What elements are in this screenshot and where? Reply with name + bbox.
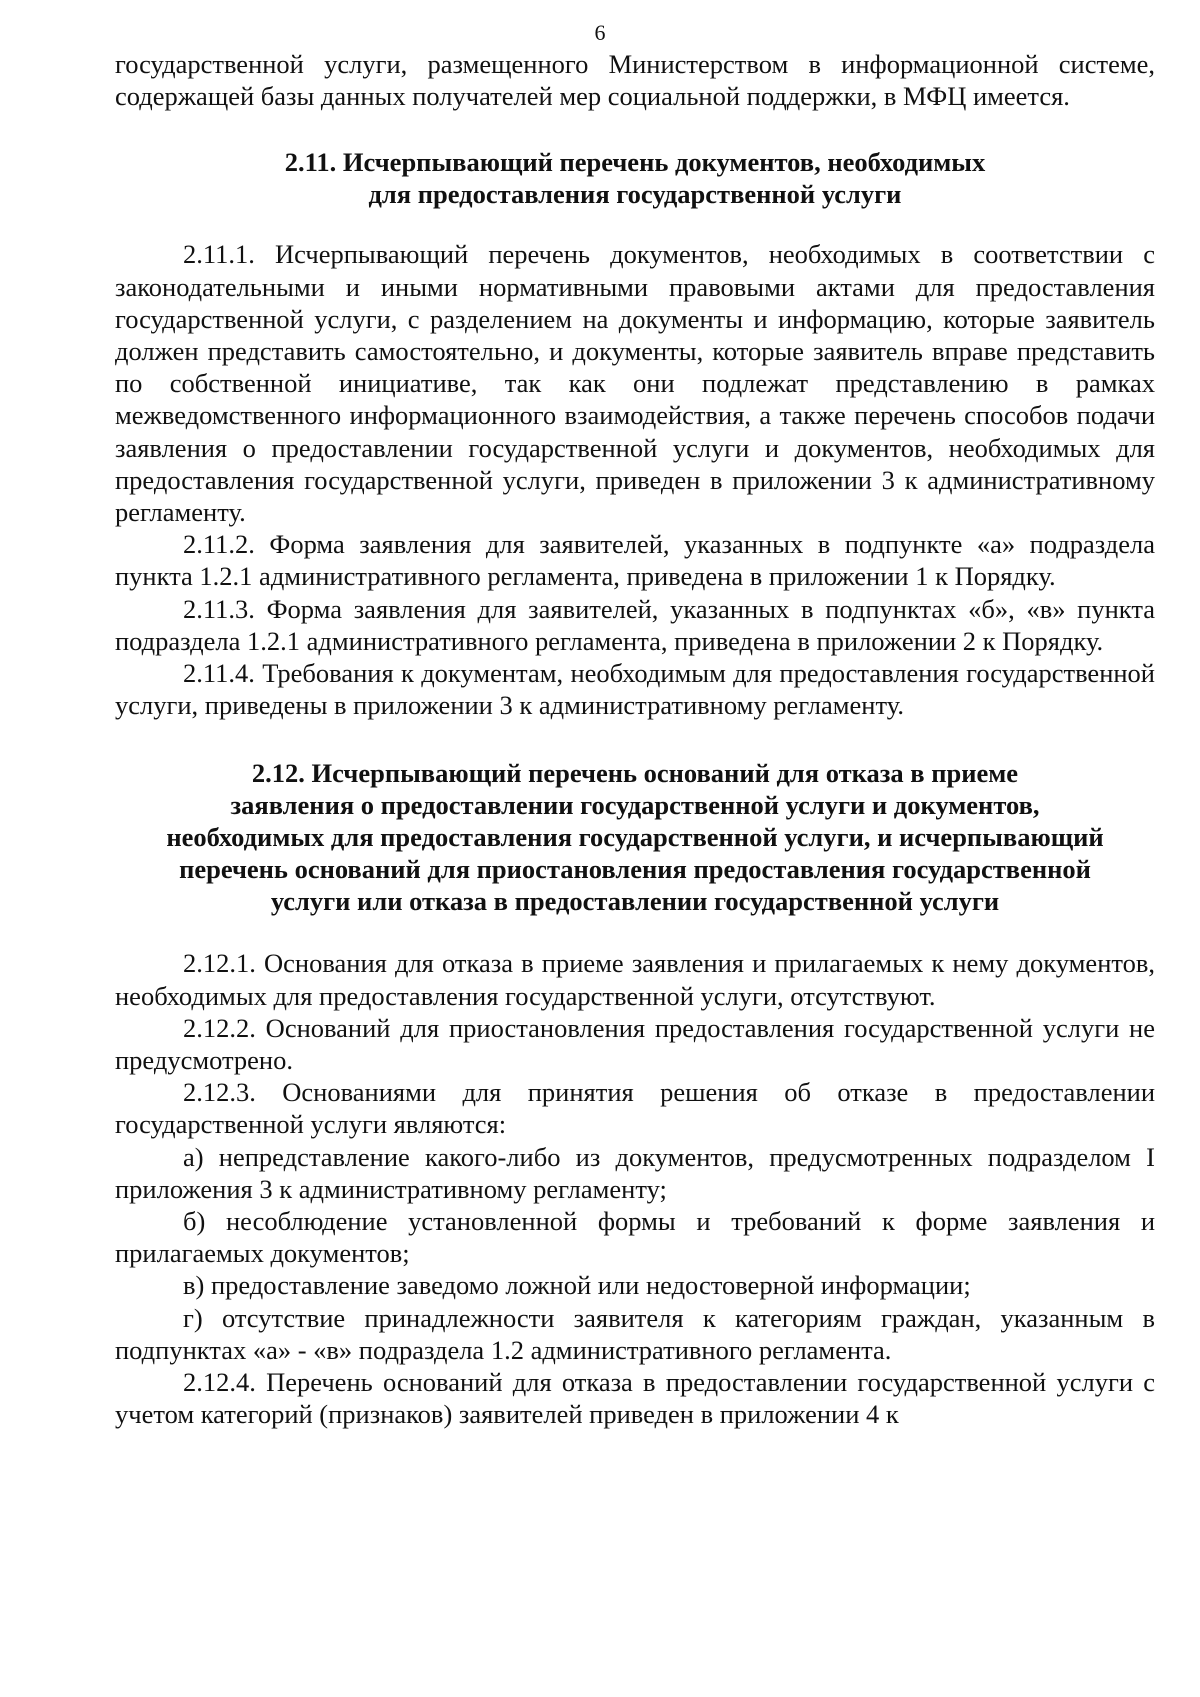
paragraph-2-12-2: 2.12.2. Оснований для приостановления предоставления государственной услуги не предусмотрено. — [115, 1012, 1155, 1076]
section-title-line: необходимых для предоставления государственной услуги, и исчерпывающий — [166, 822, 1104, 853]
list-item-v: в) предоставление заведомо ложной или недостоверной информации; — [183, 1270, 971, 1301]
section-title-line: заявления о предоставлении государственной услуги и документов, — [230, 790, 1040, 821]
list-item-a: а) непредставление какого-либо из документов, предусмотренных подразделом I приложения 3 к административному регламенту; — [115, 1141, 1155, 1204]
paragraph-2-12-4: 2.12.4. Перечень оснований для отказа в предоставлении государственной услуги с учетом категорий (признаков) заявителей приведен в приложении 4 к — [115, 1367, 1155, 1430]
paragraph-2-11-3: 2.11.3. Форма заявления для заявителей, указанных в подпунктах «б», «в» пункта подраздела 1.2.1 административного регламента, приведена в приложении 2 к Порядку. — [115, 593, 1155, 656]
paragraph-2-11-2: 2.11.2. Форма заявления для заявителей, указанных в подпункте «а» подраздела пункта 1.2.1 административного регламента, приведена в приложении 1 к Порядку. — [115, 529, 1155, 592]
section-2-12-title — [115, 757, 1155, 917]
section-title-line: 2.11. Исчерпывающий перечень документов, необходимых — [284, 147, 986, 178]
paragraph-2-12-3: 2.12.3. Основаниями для принятия решения об отказе в предоставлении государственной услуги являются: — [115, 1077, 1155, 1140]
paragraph-2-11-1: 2.11.1. Исчерпывающий перечень документов, необходимых в соответствии с законодательными и иными нормативными правовыми актами для предоставления государственной услуги, с разделением на документы и информацию, которые заявитель должен представить самостоятельно, и документы, которые заявитель вправе представить по собственной инициативе, так как они подлежат представлению в рамках межведомственного информационного взаимодействия, а также перечень способов подачи заявления о предоставлении государственной услуги и документов, необходимых для предоставления государственной услуги, приведен в приложении 3 к административному регламенту. — [115, 239, 1155, 528]
paragraph-2-12-1: 2.12.1. Основания для отказа в приеме заявления и прилагаемых к нему документов, необходимых для предоставления государственной услуги, отсутствуют. — [115, 948, 1155, 1011]
section-title-line: для предоставления государственной услуги — [368, 179, 902, 210]
paragraph-2-11-4: 2.11.4. Требования к документам, необходимым для предоставления государственной услуги, приведены в приложении 3 к административному регламенту. — [115, 658, 1155, 721]
document-body — [115, 48, 1155, 1431]
intro-paragraph: государственной услуги, размещенного Министерством в информационной системе, содержащей базы данных получателей мер социальной поддержки, в МФЦ имеется. — [115, 49, 1155, 112]
list-item-g: г) отсутствие принадлежности заявителя к категориям граждан, указанным в подпунктах «а» - «в» подраздела 1.2 административного регламента. — [115, 1302, 1155, 1365]
section-title-line: 2.12. Исчерпывающий перечень оснований для отказа в приеме — [251, 758, 1019, 789]
section-title-line: услуги или отказа в предоставлении государственной услуги — [270, 886, 1000, 917]
section-title-line: перечень оснований для приостановления предоставления государственной — [179, 854, 1091, 885]
page-number: 6 — [594, 20, 606, 45]
section-2-11-title — [115, 146, 1155, 210]
list-item-b: б) несоблюдение установленной формы и требований к форме заявления и прилагаемых документов; — [115, 1206, 1155, 1269]
